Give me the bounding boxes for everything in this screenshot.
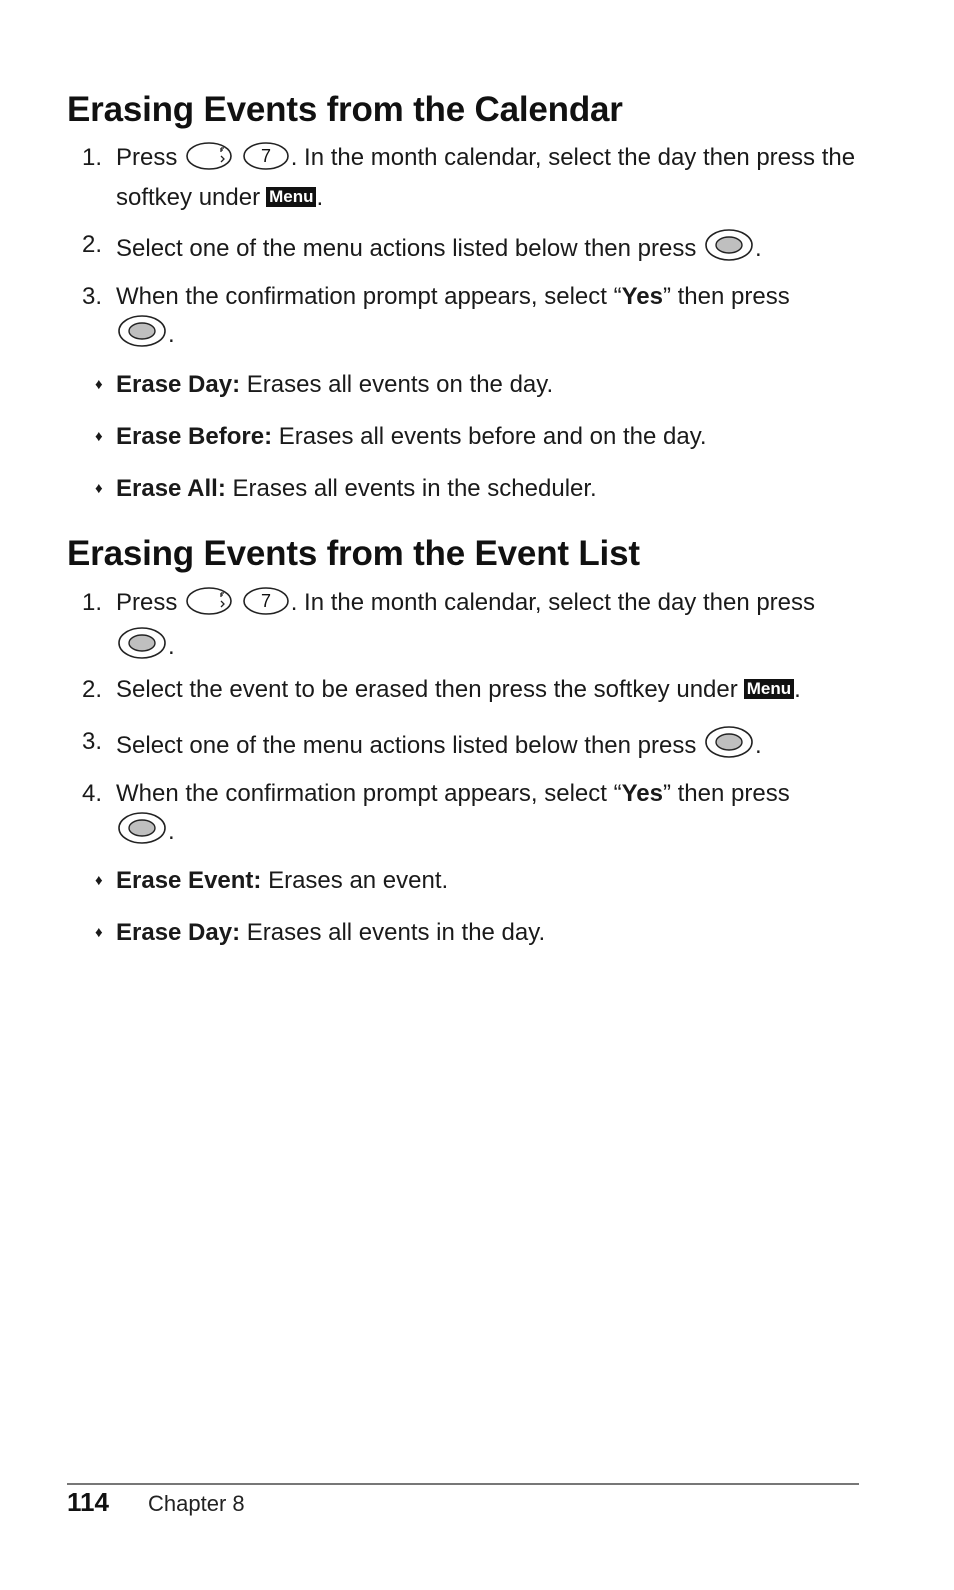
bullet-diamond-icon: ♦ — [95, 428, 103, 445]
digit-key-icon — [242, 141, 290, 181]
calendar-step-3: 3. When the confirmation prompt appears, select “Yes” then press . — [82, 280, 862, 358]
section-title-calendar: Erasing Events from the Calendar — [67, 90, 623, 129]
bullet-diamond-icon: ♦ — [95, 480, 103, 497]
menu-softkey-label: Menu — [266, 187, 316, 207]
page-number: 114 — [67, 1487, 109, 1517]
menu-softkey-label: Menu — [744, 679, 794, 699]
event-list-step-3: 3. Select one of the menu actions listed below then press . — [82, 725, 862, 769]
event-list-bullet-erase-day: ♦ Erase Day: Erases all events in the day. — [95, 916, 545, 950]
step-number: 1. — [82, 144, 103, 171]
menu-key-icon — [185, 586, 233, 626]
event-list-step-2: 2. Select the event to be erased then press the softkey under Menu . — [82, 676, 801, 703]
event-list-bullet-erase-event: ♦ Erase Event: Erases an event. — [95, 864, 448, 898]
calendar-step-2: 2. Select one of the menu actions listed below then press . — [82, 228, 862, 272]
calendar-bullet-erase-all: ♦ Erase All: Erases all events in the scheduler. — [95, 472, 597, 506]
ok-key-icon — [704, 228, 754, 272]
ok-key-icon — [704, 725, 754, 769]
event-list-step-1: 1. Press 7 . In the month calendar, select the day then press . — [82, 586, 862, 670]
chapter-label: Chapter 8 — [148, 1491, 245, 1516]
svg-text:7: 7 — [260, 591, 271, 611]
menu-key-icon — [185, 141, 233, 181]
event-list-step-4: 4. When the confirmation prompt appears, select “Yes” then press . — [82, 777, 862, 855]
bullet-diamond-icon: ♦ — [95, 924, 103, 941]
section-title-event-list: Erasing Events from the Event List — [67, 534, 640, 573]
calendar-step-1: 1. Press 7 . In the month calendar, select the day then press the softkey under Menu . — [82, 141, 862, 215]
bullet-diamond-icon: ♦ — [95, 376, 103, 393]
ok-key-icon — [117, 314, 167, 358]
calendar-bullet-erase-before: ♦ Erase Before: Erases all events before and on the day. — [95, 420, 707, 454]
digit-key-icon — [242, 586, 290, 626]
bullet-diamond-icon: ♦ — [95, 872, 103, 889]
ok-key-icon — [117, 626, 167, 670]
svg-text:7: 7 — [260, 146, 271, 166]
calendar-bullet-erase-day: ♦ Erase Day: Erases all events on the day. — [95, 368, 553, 402]
footer-divider — [67, 1483, 859, 1485]
ok-key-icon — [117, 811, 167, 855]
